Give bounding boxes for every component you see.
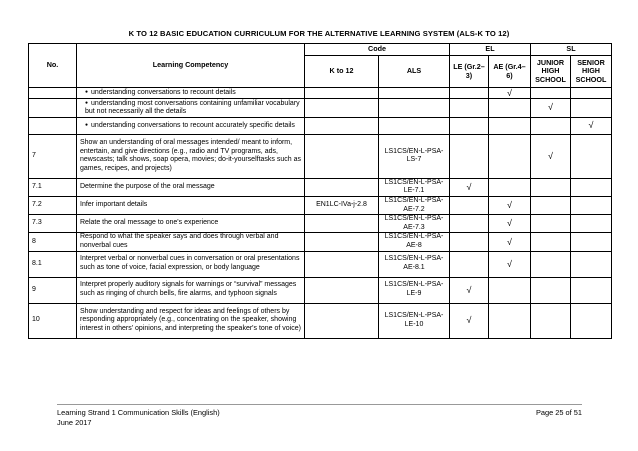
competency-text: Interpret verbal or nonverbal cues in conversation or oral presentations such as tone of voice, facial expression, or body language <box>77 251 305 277</box>
le-check <box>450 98 489 117</box>
k12-code <box>305 134 379 178</box>
page-title: K TO 12 BASIC EDUCATION CURRICULUM FOR THE ALTERNATIVE LEARNING SYSTEM (ALS-K TO 12) <box>128 29 510 38</box>
als-code: LS1CS/EN-L-PSA-AE-7.2 <box>379 196 450 214</box>
ae-check <box>489 117 531 134</box>
table-row <box>29 215 612 233</box>
k12-code <box>305 117 379 134</box>
table-row <box>29 303 612 338</box>
footer-strand: Learning Strand 1 Communication Skills (English) <box>57 408 220 417</box>
header-shs: SENIOR HIGH SCHOOL <box>571 56 612 88</box>
jhs-check <box>531 196 571 214</box>
le-check-mark: √ <box>450 178 489 196</box>
competency-text: Interpret properly auditory signals for warnings or “survival” messages such as ringing of church bells, fire alarms, and typhoon signals <box>77 277 305 303</box>
header-jhs: JUNIOR HIGH SCHOOL <box>531 56 571 88</box>
row-number <box>29 88 77 99</box>
als-code <box>379 117 450 134</box>
row-number: 7.2 <box>29 196 77 214</box>
competency-text: Show understanding and respect for ideas and feelings of others by responding appropriately (e.g., concentrating on the speaker, showing interest in others' opinions, and interpreting the speaker's tone of voice) <box>77 303 305 338</box>
ae-check <box>489 178 531 196</box>
table-body <box>29 88 612 339</box>
le-check-mark: √ <box>450 303 489 338</box>
k12-code <box>305 303 379 338</box>
le-check <box>450 117 489 134</box>
table-row <box>29 178 612 196</box>
header-code: Code <box>305 44 450 56</box>
shs-check <box>571 88 612 99</box>
k12-code <box>305 251 379 277</box>
row-number: 7.1 <box>29 178 77 196</box>
k12-code <box>305 215 379 233</box>
table-row <box>29 233 612 251</box>
k12-code <box>305 88 379 99</box>
jhs-check <box>531 215 571 233</box>
jhs-check <box>531 233 571 251</box>
table-row <box>29 277 612 303</box>
jhs-check <box>531 277 571 303</box>
shs-check <box>571 196 612 214</box>
ae-check-mark: √ <box>489 88 531 99</box>
competency-text: ● understanding conversations to recount details <box>77 88 305 99</box>
footer-page: Page 25 of 51 <box>535 408 582 417</box>
ae-check <box>489 303 531 338</box>
als-code: LS1CS/EN-L-PSA-AE-8.1 <box>379 251 450 277</box>
k12-code <box>305 178 379 196</box>
row-number: 7.3 <box>29 215 77 233</box>
competency-text: Determine the purpose of the oral message <box>77 178 305 196</box>
row-number: 8.1 <box>29 251 77 277</box>
als-code: LS1CS/EN-L-PSA-AE-7.3 <box>379 215 450 233</box>
k12-code <box>305 277 379 303</box>
shs-check <box>571 277 612 303</box>
competency-text: Respond to what the speaker says and does through verbal and nonverbal cues <box>77 233 305 251</box>
als-code <box>379 98 450 117</box>
table-row <box>29 88 612 99</box>
shs-check <box>571 251 612 277</box>
shs-check <box>571 233 612 251</box>
header-row-1 <box>29 44 612 56</box>
jhs-check-mark: √ <box>531 134 571 178</box>
header-competency: Learning Competency <box>77 44 305 88</box>
k12-code <box>305 233 379 251</box>
row-number: 9 <box>29 277 77 303</box>
competency-text: ● understanding most conversations containing unfamiliar vocabulary but not necessarily all the details <box>77 98 305 117</box>
row-number <box>29 117 77 134</box>
footer-rule <box>57 404 582 405</box>
shs-check <box>571 215 612 233</box>
row-number: 8 <box>29 233 77 251</box>
table-row <box>29 251 612 277</box>
footer-left <box>57 408 220 427</box>
k12-code: EN1LC-IVa-j-2.8 <box>305 196 379 214</box>
footer-date: June 2017 <box>57 417 92 427</box>
le-check <box>450 233 489 251</box>
ae-check <box>489 277 531 303</box>
als-code: LS1CS/EN-L-PSA-LE-7.1 <box>379 178 450 196</box>
als-code: LS1CS/EN-L-PSA-LE-10 <box>379 303 450 338</box>
table-row <box>29 134 612 178</box>
shs-check <box>571 178 612 196</box>
jhs-check <box>531 251 571 277</box>
header-als: ALS <box>379 56 450 88</box>
row-number: 10 <box>29 303 77 338</box>
als-code: LS1CS/EN-L-PSA-AE-8 <box>379 233 450 251</box>
shs-check <box>571 303 612 338</box>
le-check <box>450 88 489 99</box>
ae-check <box>489 134 531 178</box>
le-check <box>450 196 489 214</box>
competency-text: ● understanding conversations to recount accurately specific details <box>77 117 305 134</box>
row-number <box>29 98 77 117</box>
ae-check-mark: √ <box>489 215 531 233</box>
le-check <box>450 134 489 178</box>
shs-check <box>571 98 612 117</box>
jhs-check <box>531 117 571 134</box>
header-el: EL <box>450 44 531 56</box>
row-number: 7 <box>29 134 77 178</box>
shs-check <box>571 134 612 178</box>
header-k12: K to 12 <box>305 56 379 88</box>
table-row <box>29 196 612 214</box>
le-check-mark: √ <box>450 277 489 303</box>
als-code: LS1CS/EN-L-PSA-LE-9 <box>379 277 450 303</box>
header-sl: SL <box>531 44 612 56</box>
jhs-check <box>531 88 571 99</box>
competency-text: Show an understanding of oral messages intended/ meant to inform, entertain, and give directions (e.g., radio and TV programs, ads, newscasts; talk shows, soap opera, movies; do-it-yourselftasks such as games, recipes, and projects) <box>77 134 305 178</box>
als-code <box>379 88 450 99</box>
header-no: No. <box>29 44 77 88</box>
jhs-check <box>531 178 571 196</box>
table-row <box>29 117 612 134</box>
header-le: LE (Gr.2–3) <box>450 56 489 88</box>
ae-check <box>489 98 531 117</box>
competency-text: Relate the oral message to one's experience <box>77 215 305 233</box>
ae-check-mark: √ <box>489 196 531 214</box>
ae-check-mark: √ <box>489 251 531 277</box>
ae-check-mark: √ <box>489 233 531 251</box>
shs-check-mark: √ <box>571 117 612 134</box>
curriculum-table <box>28 43 612 339</box>
k12-code <box>305 98 379 117</box>
als-code: LS1CS/EN-L-PSA-LS-7 <box>379 134 450 178</box>
le-check <box>450 251 489 277</box>
table-row <box>29 98 612 117</box>
header-ae: AE (Gr.4–6) <box>489 56 531 88</box>
competency-text: Infer important details <box>77 196 305 214</box>
le-check <box>450 215 489 233</box>
jhs-check <box>531 303 571 338</box>
jhs-check-mark: √ <box>531 98 571 117</box>
